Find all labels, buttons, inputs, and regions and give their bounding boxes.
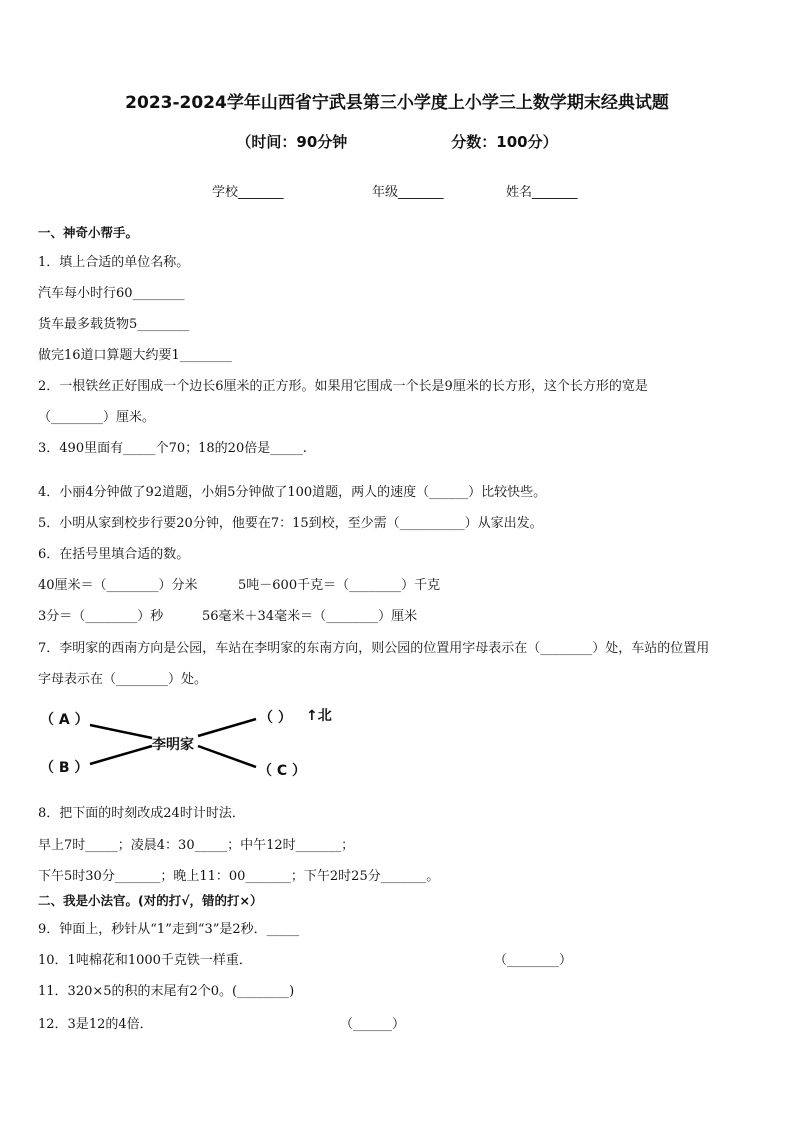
- question-7-line2[interactable]: 字母表示在（________）处。: [38, 672, 208, 687]
- line-to-a: [90, 725, 152, 738]
- name-field[interactable]: 姓名_______: [506, 185, 578, 200]
- point-c-label: （ C ）: [258, 763, 307, 779]
- question-6d[interactable]: 56毫米＋34毫米＝（________）厘米: [202, 609, 418, 624]
- question-8: 8．把下面的时刻改成24时计时法．: [38, 806, 245, 821]
- exam-time: （时间：90分钟: [236, 133, 348, 151]
- question-7-line1[interactable]: 7．李明家的西南方向是公园，车站在李明家的东南方向，则公园的位置用字母表示在（________）处，车站的位置用: [38, 641, 710, 656]
- question-1b[interactable]: 货车最多载货物5________: [38, 317, 190, 332]
- line-to-b: [90, 746, 152, 764]
- point-blank-label[interactable]: （ ）: [259, 710, 292, 726]
- page-title: 2023-2024学年山西省宁武县第三小学度上小学三上数学期末经典试题: [125, 93, 669, 113]
- question-2-line2[interactable]: （________）厘米。: [38, 410, 156, 425]
- grade-field[interactable]: 年级_______: [372, 185, 444, 200]
- line-to-c: [198, 746, 256, 767]
- question-3[interactable]: 3．490里面有_____个70；18的20倍是_____.: [38, 441, 307, 456]
- question-2-line1: 2．一根铁丝正好围成一个边长6厘米的正方形。如果用它围成一个长是9厘米的长方形，这个长方形的宽是: [38, 379, 648, 394]
- line-to-north-east: [198, 719, 256, 736]
- exam-score: 分数：100分）: [451, 133, 558, 151]
- section-2-heading: 二、我是小法官。(对的打√，错的打×）: [38, 893, 263, 908]
- point-b-label: （ B ）: [40, 760, 89, 776]
- question-6: 6．在括号里填合适的数。: [38, 547, 190, 562]
- section-1-heading: 一、神奇小帮手。: [38, 225, 139, 240]
- north-arrow-icon: ↑北: [306, 708, 332, 724]
- question-1a[interactable]: 汽车每小时行60________: [38, 286, 185, 301]
- question-10-blank[interactable]: （________）: [494, 953, 573, 968]
- question-1: 1．填上合适的单位名称。: [38, 255, 190, 270]
- question-12-blank[interactable]: （______）: [340, 1017, 406, 1032]
- center-home-label: 李明家: [152, 737, 194, 753]
- school-field[interactable]: 学校_______: [212, 185, 284, 200]
- question-6c[interactable]: 3分＝（________）秒: [38, 609, 164, 624]
- question-4[interactable]: 4．小丽4分钟做了92道题，小娟5分钟做了100道题，两人的速度（______）比较快些。: [38, 485, 547, 500]
- question-10: 10．1吨棉花和1000千克铁一样重．: [38, 953, 252, 968]
- point-a-label: （ A ）: [40, 712, 89, 728]
- question-12: 12．3是12的4倍．: [38, 1017, 153, 1032]
- question-1c[interactable]: 做完16道口算题大约要1________: [38, 348, 232, 363]
- question-9[interactable]: 9．钟面上，秒针从“1”走到“3”是2秒．_____: [38, 922, 300, 937]
- question-5[interactable]: 5．小明从家到校步行要20分钟，他要在7：15到校，至少需（__________）从家出发。: [38, 516, 543, 531]
- question-6b[interactable]: 5吨－600千克＝（________）千克: [238, 578, 441, 593]
- question-8b[interactable]: 下午5时30分_______；晚上11：00_______；下午2时25分_______。: [38, 869, 440, 884]
- question-6a[interactable]: 40厘米＝（________）分米: [38, 578, 198, 593]
- question-8a[interactable]: 早上7时_____；凌晨4：30_____；中午12时_______；: [38, 838, 355, 853]
- question-11[interactable]: 11．320×5的积的末尾有2个0。(________): [38, 984, 295, 999]
